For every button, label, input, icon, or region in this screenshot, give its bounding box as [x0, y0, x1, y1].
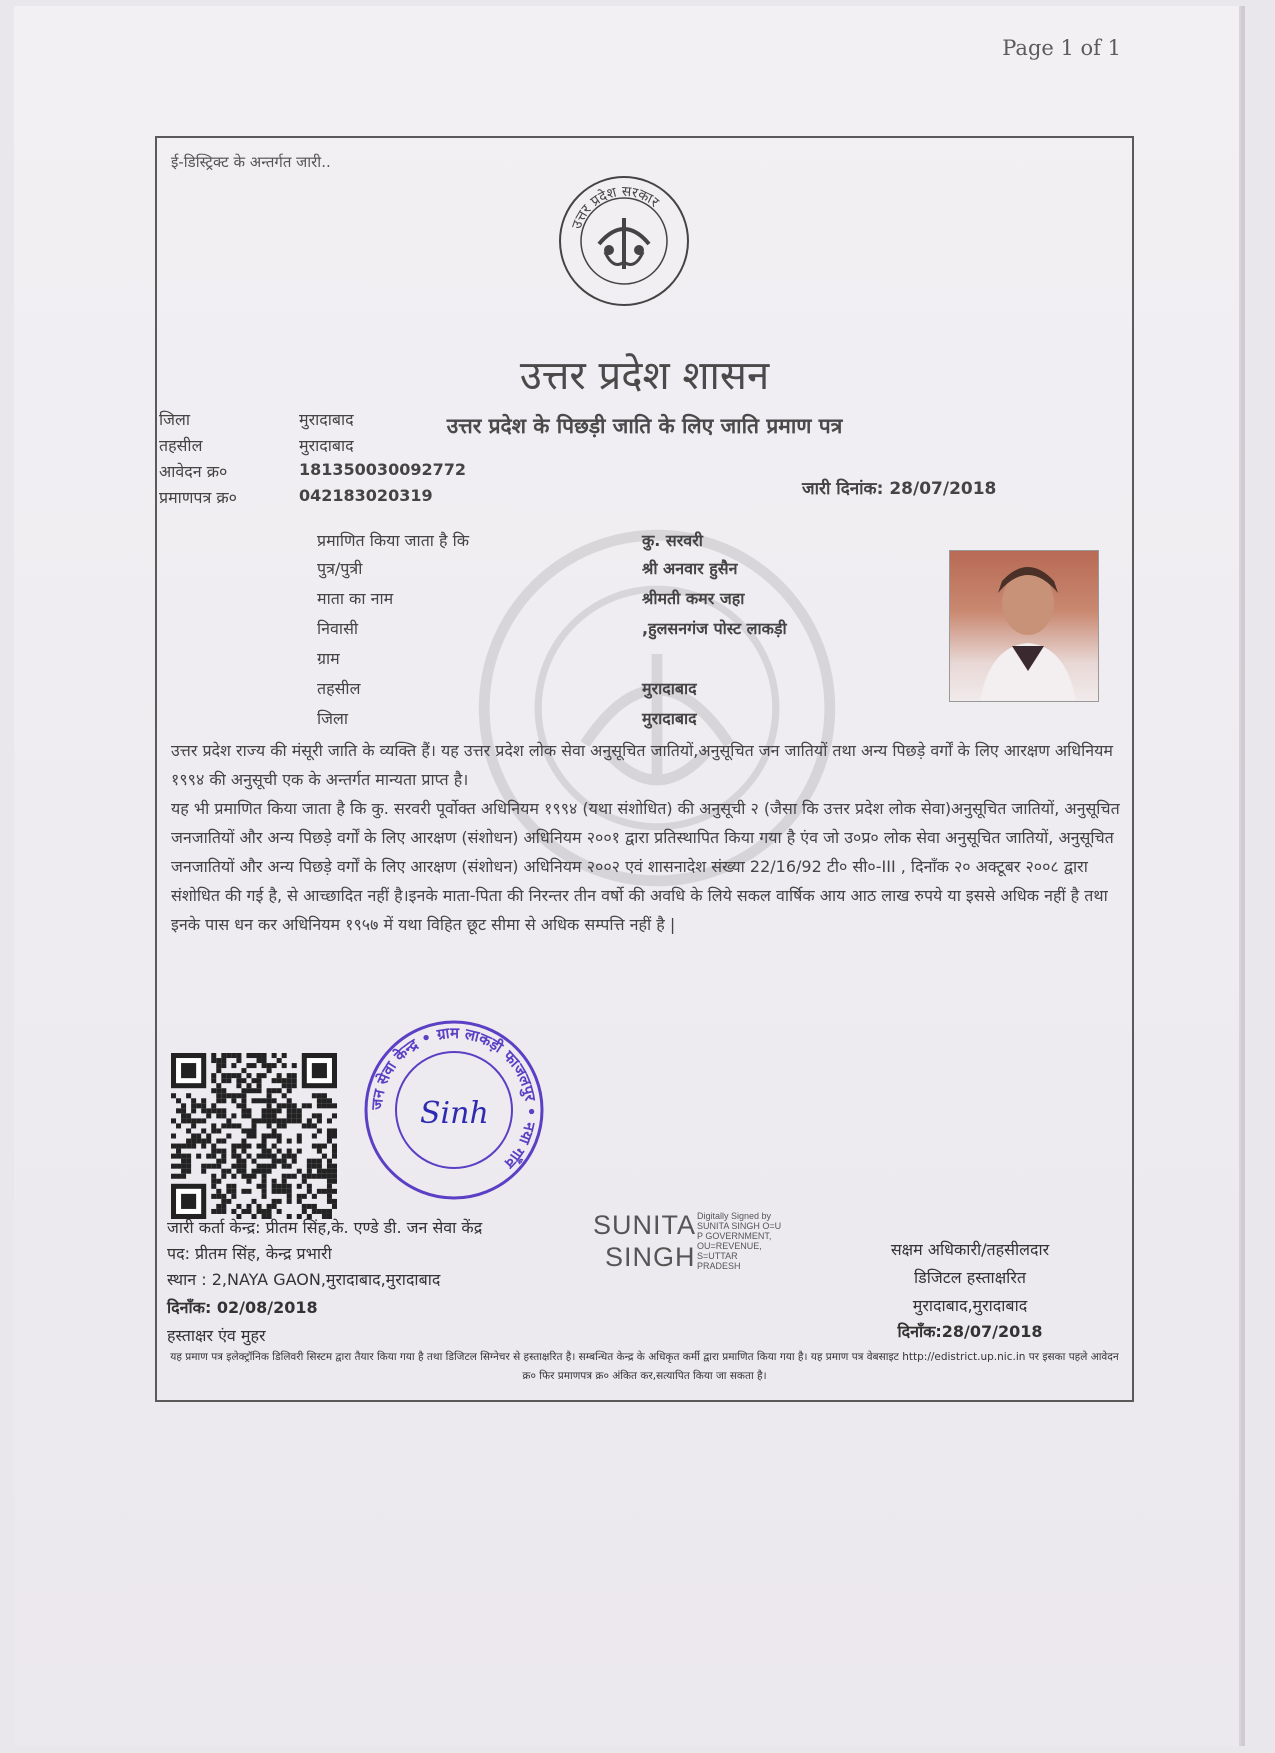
person-label-resident: निवासी	[317, 619, 359, 638]
person-label-parent: पुत्र/पुत्री	[317, 559, 363, 578]
issuer-seal-label: हस्ताक्षर एंव मुहर	[167, 1326, 266, 1345]
authority-signed: डिजिटल हस्ताक्षरित	[914, 1268, 1026, 1287]
footer-verification-note: यह प्रमाण पत्र इलेक्ट्रॉनिक डिलिवरी सिस्टम द्वारा तैयार किया गया है तथा डिजिटल सिग्नेचर से हस्ताक्षरित है। सम्बन्धित केन्द्र के अधिकृत कर्मी द्वारा प्रमाणित किया गया है। यह प्रमाण पत्र वेबसाइट http://edistrict.up.nic.in पर इसका पहले आवेदन क्र० फिर प्रमाणपत्र क्र० अंकित कर,सत्यापित किया जा सकता है।	[170, 1351, 1119, 1382]
info-label-district: जिला	[159, 410, 191, 429]
qr-code-icon	[171, 1053, 337, 1219]
certificate-subtitle: उत्तर प्रदेश के पिछड़ी जाति के लिए जाति प्रमाण पत्र	[446, 414, 843, 438]
info-label-tehsil: तहसील	[159, 436, 203, 455]
issuer-post: पद: प्रीतम सिंह, केन्द्र प्रभारी	[167, 1244, 332, 1263]
info-value-tehsil: मुरादाबाद	[299, 436, 354, 455]
digital-signature-name-line2: SINGH	[605, 1242, 696, 1272]
person-label-tehsil: तहसील	[317, 679, 361, 698]
person-value-tehsil: मुरादाबाद	[642, 679, 697, 698]
issuer-date: दिनाँक: 02/08/2018	[167, 1298, 318, 1317]
info-value-application-no: 181350030092772	[299, 460, 466, 479]
person-value-district: मुरादाबाद	[642, 709, 697, 728]
applicant-photo	[949, 550, 1099, 702]
person-label-district: जिला	[317, 709, 349, 728]
person-label-mother: माता का नाम	[317, 589, 394, 608]
person-value-father: श्री अनवार हुसैन	[642, 559, 738, 578]
issuer-center: जारी कर्ता केन्द्र: प्रीतम सिंह,के. एण्डे डी. जन सेवा केंद्र	[167, 1218, 483, 1237]
person-value-resident: ,हुलसनगंज पोस्ट लाकड़ी	[642, 619, 787, 638]
document-paper	[14, 6, 1239, 1746]
person-value-mother: श्रीमती कमर जहा	[642, 589, 745, 608]
info-value-district: मुरादाबाद	[299, 410, 354, 429]
header-note: ई-डिस्ट्रिक्ट के अन्तर्गत जारी..	[171, 153, 331, 171]
stamp-signature: Sinh	[420, 1096, 489, 1131]
authority-date: दिनाँक:28/07/2018	[897, 1322, 1043, 1341]
emblem-text: उत्तर प्रदेश सरकार	[568, 183, 662, 232]
digital-signature-detail: Digitally Signed by SUNITA SINGH O=U P GOVERNMENT, OU=REVENUE, S=UTTAR PRADESH	[697, 1211, 782, 1271]
info-label-certificate-no: प्रमाणपत्र क्र०	[159, 488, 237, 507]
person-photo-icon	[950, 551, 1098, 701]
info-label-application-no: आवेदन क्र०	[159, 462, 228, 481]
issuer-place: स्थान : 2,NAYA GAON,मुरादाबाद,मुरादाबाद	[167, 1270, 441, 1289]
certificate-title: उत्तर प्रदेश शासन	[519, 353, 770, 399]
issue-date: जारी दिनांक: 28/07/2018	[802, 479, 997, 499]
page-label: Page 1 of 1	[1002, 36, 1121, 60]
certificate-frame	[155, 136, 1134, 1402]
authority-place: मुरादाबाद,मुरादाबाद	[912, 1296, 1028, 1315]
authority-title: सक्षम अधिकारी/तहसीलदार	[890, 1240, 1050, 1259]
body-paragraph-creamy-layer: यह भी प्रमाणित किया जाता है कि कु. सरवरी पूर्वोक्त अधिनियम १९९४ (यथा संशोधित) की अनुसूची २ (जैसा कि उत्तर प्रदेश लोक सेवा)अनुसूचित जातियों, अनुसूचित जनजातियों और अन्य पिछड़े वर्गों के लिए आरक्षण (संशोधन) अधिनियम २००१ द्वारा प्रतिस्थापित किया गया है एंव जो उ०प्र० लोक सेवा अनुसूचित जातियों, अनुसूचित जनजातियों और अन्य पिछड़े वर्गों के लिए आरक्षण (संशोधन) अधिनियम २००२ एवं शासनादेश संख्या 22/16/92 टी० सी०-III , दिनाँक २० अक्टूबर २००८ द्वारा संशोधित की गई है, से आच्छादित नहीं है।इनके माता-पिता की निरन्तर तीन वर्षो की अवधि के लिये सकल वार्षिक आय आठ लाख रुपये या इससे अधिक नहीं है तथा इनके पास धन कर अधिनियम १९५७ में यथा विहित छूट सीमा से अधिक सम्पत्ति नहीं है |	[171, 799, 1120, 934]
digital-signature-name-line1: SUNITA	[593, 1210, 697, 1240]
person-label-village: ग्राम	[317, 649, 340, 668]
up-government-emblem-icon	[557, 174, 691, 308]
stamp-text: जन सेवा केन्द्र • ग्राम लाकड़ी फाजलपुर • नया गाँव	[367, 1023, 541, 1172]
person-label-certified: प्रमाणित किया जाता है कि	[317, 531, 470, 550]
info-value-certificate-no: 042183020319	[299, 486, 433, 505]
jan-seva-kendra-stamp-icon	[362, 1018, 547, 1203]
body-paragraph-caste: उत्तर प्रदेश राज्य की मंसूरी जाति के व्यक्ति हैं। यह उत्तर प्रदेश लोक सेवा अनुसूचित जातियों,अनुसूचित जन जातियों तथा अन्य पिछड़े वर्गों के लिए आरक्षण अधिनियम १९९४ की अनुसूची एक के अन्तर्गत मान्यता प्राप्त है।	[171, 741, 1113, 789]
person-value-name: कु. सरवरी	[642, 531, 703, 550]
